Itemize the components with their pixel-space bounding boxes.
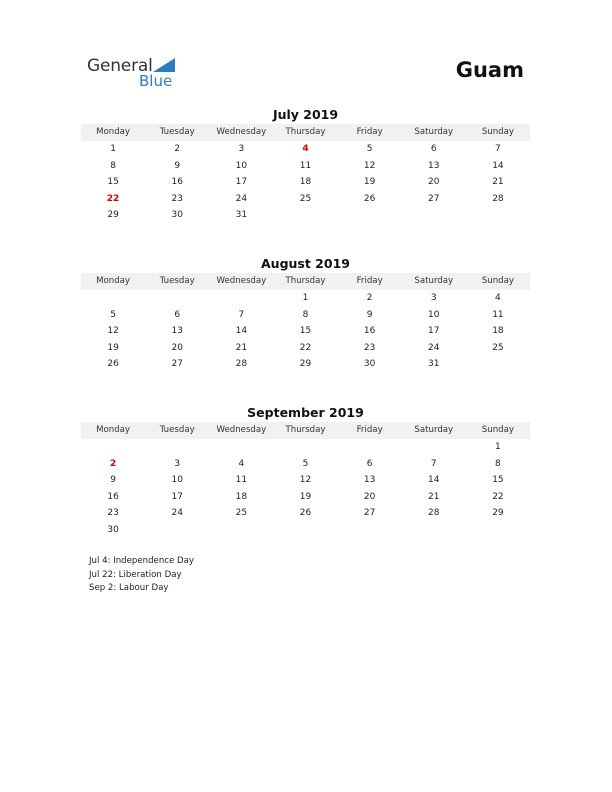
logo-blue-text: Blue <box>139 72 173 90</box>
day-cell: 1 <box>110 144 116 154</box>
day-cell: 9 <box>174 160 181 171</box>
day-cell: 21 <box>235 342 248 353</box>
week-row <box>81 174 530 191</box>
day-cell: 31 <box>235 210 248 221</box>
weekday-header: Saturday <box>414 425 454 435</box>
weekday-header: Tuesday <box>159 425 195 435</box>
weekday-header: Saturday <box>414 276 454 286</box>
day-cell: 11 <box>299 160 312 171</box>
day-cell: 27 <box>363 508 376 519</box>
empty-day-cell <box>209 439 273 456</box>
day-cell: 17 <box>171 491 183 502</box>
month-title: August 2019 <box>261 256 350 271</box>
month-grid <box>81 439 530 539</box>
weekday-header: Friday <box>356 425 383 435</box>
weekday-header: Thursday <box>285 276 326 286</box>
country-title: Guam <box>455 58 524 82</box>
month-september <box>81 404 530 539</box>
day-cell: 14 <box>492 160 504 171</box>
logo-triangle-icon <box>153 58 175 72</box>
empty-day-cell <box>402 439 466 456</box>
month-title: September 2019 <box>247 405 364 420</box>
day-cell: 13 <box>363 475 376 486</box>
week-row <box>81 290 530 307</box>
empty-day-cell <box>145 522 209 539</box>
day-cell: 2 <box>174 144 181 154</box>
day-cell: 22 <box>299 342 312 353</box>
day-cell: 12 <box>107 326 119 337</box>
day-cell: 30 <box>363 359 376 370</box>
day-cell: 19 <box>299 491 312 502</box>
day-cell: 21 <box>428 491 440 502</box>
day-cell: 2 <box>109 458 117 469</box>
month-grid <box>81 290 530 373</box>
day-cell: 22 <box>492 491 504 502</box>
weekday-header: Friday <box>356 127 383 137</box>
empty-day-cell <box>81 290 145 307</box>
day-cell: 25 <box>492 342 504 353</box>
day-cell: 26 <box>299 508 312 519</box>
day-cell: 5 <box>110 309 116 320</box>
empty-day-cell <box>402 522 466 539</box>
week-row <box>81 505 530 522</box>
day-cell: 28 <box>428 508 440 519</box>
day-cell: 4 <box>302 144 309 154</box>
empty-day-cell <box>81 439 145 456</box>
month-july <box>81 106 530 224</box>
holiday-note: Jul 4: Independence Day <box>89 556 195 566</box>
day-cell: 18 <box>299 177 312 188</box>
week-row <box>81 439 530 456</box>
weekday-header: Wednesday <box>216 127 267 137</box>
day-cell: 24 <box>171 508 183 519</box>
day-cell: 14 <box>428 475 440 486</box>
empty-day-cell <box>209 290 273 307</box>
empty-day-cell <box>338 207 402 224</box>
day-cell: 31 <box>428 359 440 370</box>
empty-day-cell <box>466 207 530 224</box>
empty-day-cell <box>338 522 402 539</box>
day-cell: 16 <box>171 177 183 188</box>
day-cell: 8 <box>302 309 309 320</box>
day-cell: 8 <box>110 160 116 171</box>
day-cell: 9 <box>366 309 373 320</box>
day-cell: 26 <box>107 359 119 370</box>
day-cell: 12 <box>363 160 376 171</box>
weekday-header: Sunday <box>481 127 514 137</box>
day-cell: 24 <box>235 193 248 204</box>
generalblue-logo <box>87 56 187 92</box>
weekday-header: Tuesday <box>159 276 195 286</box>
empty-day-cell <box>466 522 530 539</box>
empty-day-cell <box>145 439 209 456</box>
day-cell: 19 <box>107 342 119 353</box>
day-cell: 7 <box>430 458 437 469</box>
day-cell: 19 <box>363 177 376 188</box>
day-cell: 15 <box>299 326 312 337</box>
day-cell: 6 <box>174 309 181 320</box>
logo-general-text: General <box>87 56 153 76</box>
empty-day-cell <box>273 522 337 539</box>
weekday-header: Tuesday <box>159 127 195 137</box>
day-cell: 10 <box>428 309 440 320</box>
weekday-header-row <box>81 124 530 141</box>
holiday-note: Jul 22: Liberation Day <box>89 569 182 580</box>
weekday-header: Friday <box>356 276 383 286</box>
day-cell: 1 <box>302 293 309 303</box>
week-row <box>81 472 530 489</box>
empty-day-cell <box>402 207 466 224</box>
day-cell: 25 <box>235 508 248 519</box>
weekday-header: Saturday <box>414 127 454 137</box>
day-cell: 30 <box>171 210 183 221</box>
day-cell: 22 <box>106 193 120 204</box>
day-cell: 23 <box>107 508 119 519</box>
day-cell: 18 <box>235 491 248 502</box>
day-cell: 3 <box>238 144 245 154</box>
day-cell: 15 <box>492 475 504 486</box>
weekday-header: Monday <box>96 425 131 435</box>
day-cell: 10 <box>171 475 183 486</box>
day-cell: 3 <box>430 293 437 303</box>
day-cell: 26 <box>363 193 376 204</box>
day-cell: 17 <box>235 177 248 188</box>
weekday-header-row <box>81 273 530 290</box>
day-cell: 9 <box>110 475 116 486</box>
day-cell: 24 <box>428 342 440 353</box>
week-row <box>81 307 530 324</box>
week-row <box>81 340 530 357</box>
empty-day-cell <box>273 439 337 456</box>
day-cell: 15 <box>107 177 119 188</box>
day-cell: 13 <box>171 326 183 337</box>
day-cell: 6 <box>430 144 437 154</box>
day-cell: 20 <box>171 342 183 353</box>
day-cell: 29 <box>492 508 504 519</box>
week-row <box>81 522 530 539</box>
day-cell: 28 <box>492 193 504 204</box>
day-cell: 11 <box>492 309 504 320</box>
day-cell: 30 <box>107 524 119 535</box>
day-cell: 8 <box>495 458 501 469</box>
day-cell: 4 <box>238 458 245 469</box>
day-cell: 1 <box>495 442 501 452</box>
day-cell: 7 <box>495 144 501 154</box>
day-cell: 4 <box>495 293 501 303</box>
day-cell: 18 <box>492 326 504 337</box>
weekday-header: Monday <box>96 276 131 286</box>
month-august <box>81 255 530 373</box>
month-grid <box>81 141 530 224</box>
week-row <box>81 356 530 373</box>
week-row <box>81 207 530 224</box>
day-cell: 29 <box>299 359 312 370</box>
month-title: July 2019 <box>272 107 339 122</box>
weekday-header: Sunday <box>481 276 514 286</box>
weekday-header-row <box>81 422 530 439</box>
day-cell: 28 <box>235 359 248 370</box>
day-cell: 12 <box>299 475 312 486</box>
empty-day-cell <box>273 207 337 224</box>
day-cell: 14 <box>235 326 248 337</box>
weekday-header: Sunday <box>481 425 514 435</box>
week-row <box>81 141 530 158</box>
weekday-header: Thursday <box>285 127 326 137</box>
day-cell: 6 <box>366 458 373 469</box>
day-cell: 5 <box>366 144 373 154</box>
day-cell: 17 <box>428 326 440 337</box>
day-cell: 13 <box>428 160 440 171</box>
weekday-header: Thursday <box>285 425 326 435</box>
day-cell: 29 <box>107 210 119 221</box>
day-cell: 25 <box>299 193 312 204</box>
day-cell: 10 <box>235 160 248 171</box>
holiday-notes <box>89 555 194 596</box>
week-row <box>81 489 530 506</box>
day-cell: 27 <box>171 359 183 370</box>
day-cell: 23 <box>171 193 183 204</box>
holiday-note: Sep 2: Labour Day <box>89 583 169 593</box>
week-row <box>81 191 530 208</box>
weekday-header: Wednesday <box>216 276 267 286</box>
empty-day-cell <box>209 522 273 539</box>
empty-day-cell <box>338 439 402 456</box>
weekday-header: Monday <box>96 127 131 137</box>
day-cell: 11 <box>235 475 248 486</box>
week-row <box>81 158 530 175</box>
week-row <box>81 456 530 473</box>
day-cell: 7 <box>238 309 245 320</box>
empty-day-cell <box>145 290 209 307</box>
day-cell: 20 <box>428 177 440 188</box>
day-cell: 23 <box>363 342 376 353</box>
empty-day-cell <box>466 356 530 373</box>
day-cell: 16 <box>363 326 376 337</box>
day-cell: 2 <box>366 293 373 303</box>
day-cell: 16 <box>107 491 119 502</box>
day-cell: 5 <box>302 458 309 469</box>
day-cell: 3 <box>174 458 181 469</box>
day-cell: 21 <box>492 177 504 188</box>
week-row <box>81 323 530 340</box>
day-cell: 20 <box>363 491 376 502</box>
day-cell: 27 <box>428 193 440 204</box>
weekday-header: Wednesday <box>216 425 267 435</box>
